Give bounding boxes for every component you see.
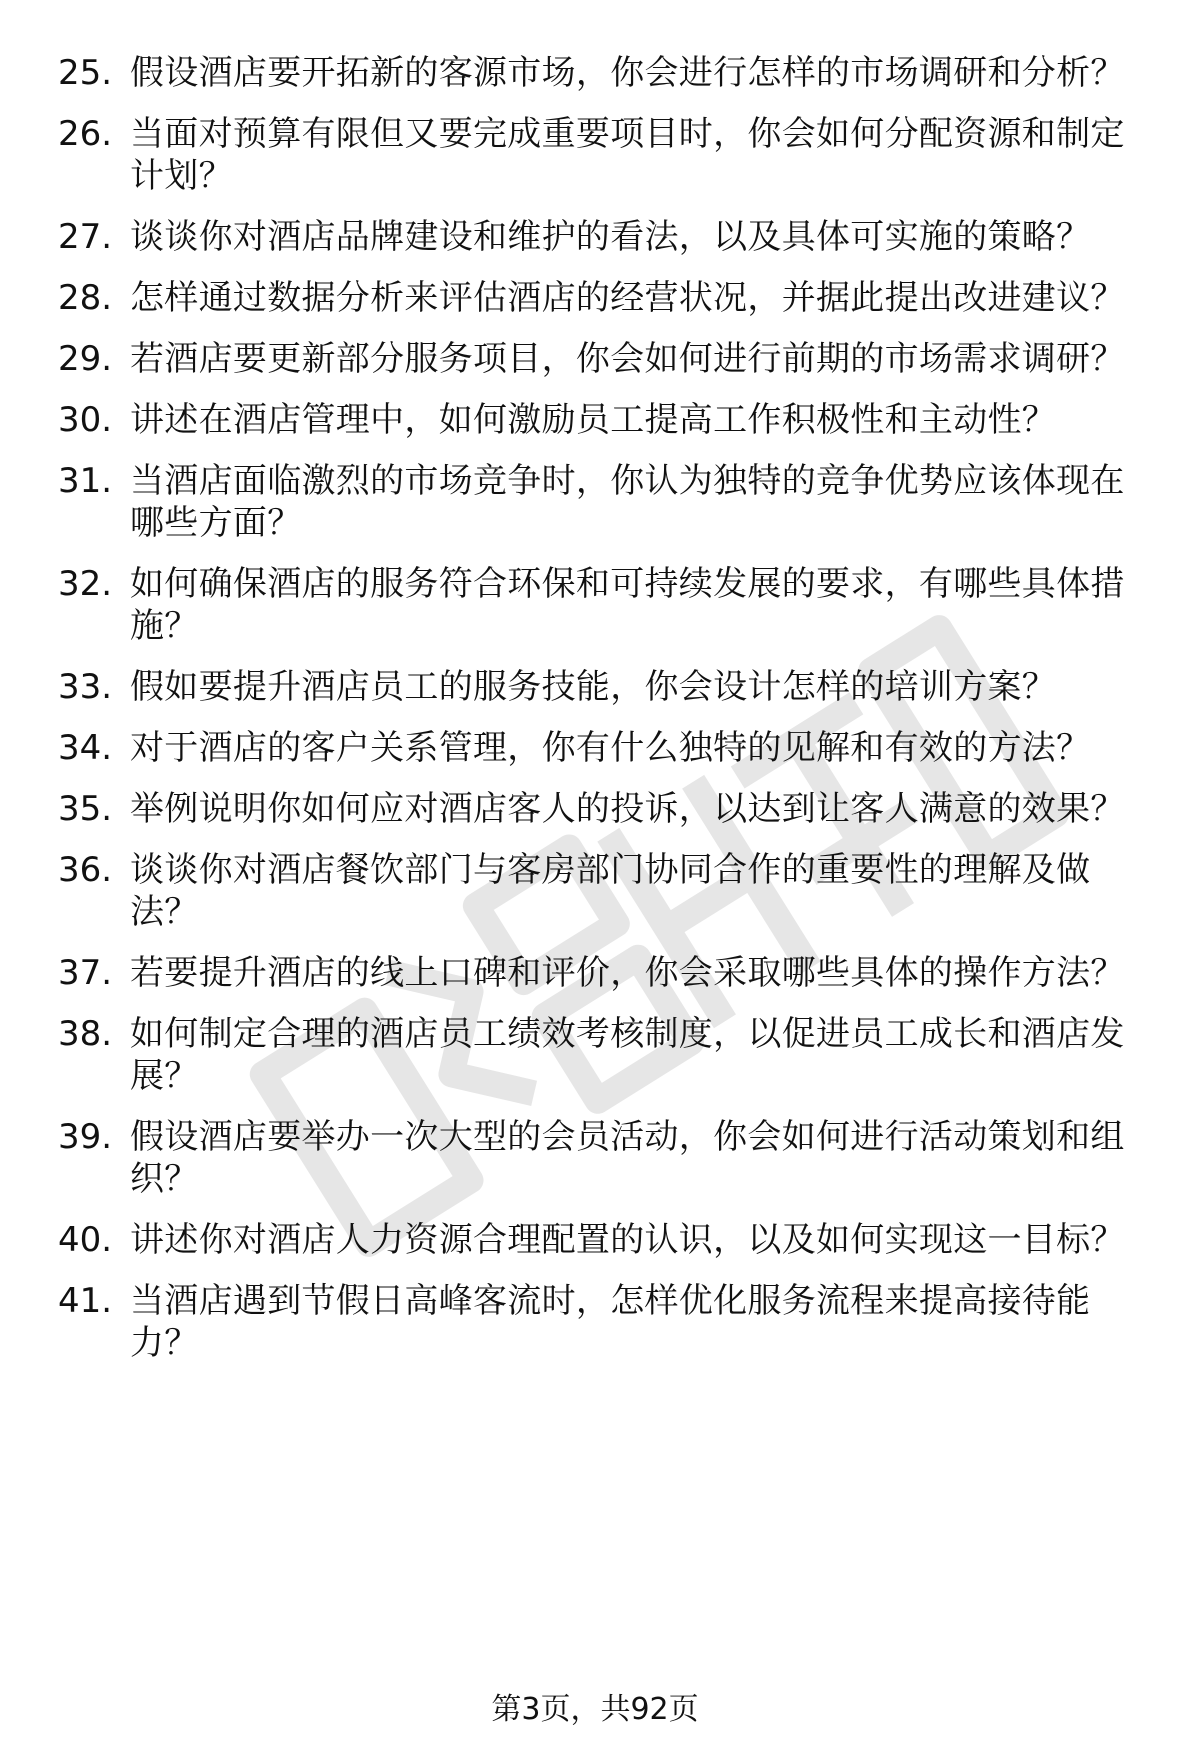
question-number: 32. <box>58 564 113 604</box>
question-number: 31. <box>58 461 113 501</box>
question-number: 35. <box>58 789 113 829</box>
list-item <box>0 788 1190 830</box>
list-item <box>0 727 1190 769</box>
question-text: 举例说明你如何应对酒店客人的投诉，以达到让客人满意的效果？ <box>130 789 1125 829</box>
question-text: 假设酒店要举办一次大型的会员活动，你会如何进行活动策划和组织？ <box>130 1117 1125 1199</box>
list-item <box>0 1116 1190 1200</box>
question-text: 如何制定合理的酒店员工绩效考核制度，以促进员工成长和酒店发展？ <box>130 1014 1125 1096</box>
question-number: 34. <box>58 728 113 768</box>
question-number: 36. <box>58 850 113 890</box>
question-text: 假如要提升酒店员工的服务技能，你会设计怎样的培训方案？ <box>130 667 1057 707</box>
question-number: 37. <box>58 953 113 993</box>
question-text: 假设酒店要开拓新的客源市场，你会进行怎样的市场调研和分析？ <box>130 53 1125 93</box>
question-text: 当酒店面临激烈的市场竞争时，你认为独特的竞争优势应该体现在哪些方面？ <box>130 461 1125 543</box>
question-text: 谈谈你对酒店餐饮部门与客房部门协同合作的重要性的理解及做法？ <box>130 850 1091 932</box>
question-text: 谈谈你对酒店品牌建设和维护的看法，以及具体可实施的策略？ <box>130 217 1091 257</box>
question-text: 怎样通过数据分析来评估酒店的经营状况，并据此提出改进建议？ <box>130 278 1125 318</box>
question-number: 28. <box>58 278 113 318</box>
list-item <box>0 563 1190 647</box>
question-number: 38. <box>58 1014 113 1054</box>
question-text: 讲述你对酒店人力资源合理配置的认识，以及如何实现这一目标？ <box>130 1220 1125 1260</box>
question-number: 25. <box>58 53 113 93</box>
question-number: 27. <box>58 217 113 257</box>
list-item <box>0 1280 1190 1364</box>
question-number: 26. <box>58 114 113 154</box>
question-text: 若要提升酒店的线上口碑和评价，你会采取哪些具体的操作方法？ <box>130 953 1125 993</box>
question-number: 30. <box>58 400 113 440</box>
question-number: 33. <box>58 667 113 707</box>
list-item <box>0 1219 1190 1261</box>
list-item <box>0 1013 1190 1097</box>
list-item <box>0 952 1190 994</box>
question-number: 40. <box>58 1220 113 1260</box>
list-item <box>0 338 1190 380</box>
list-item <box>0 113 1190 197</box>
question-text: 若酒店要更新部分服务项目，你会如何进行前期的市场需求调研？ <box>130 339 1125 379</box>
question-text: 当面对预算有限但又要完成重要项目时，你会如何分配资源和制定计划？ <box>130 114 1125 196</box>
question-text: 当酒店遇到节假日高峰客流时，怎样优化服务流程来提高接待能力？ <box>130 1281 1091 1363</box>
list-item <box>0 849 1190 933</box>
question-text: 对于酒店的客户关系管理，你有什么独特的见解和有效的方法？ <box>130 728 1091 768</box>
question-text: 如何确保酒店的服务符合环保和可持续发展的要求，有哪些具体措施？ <box>130 564 1125 646</box>
list-item <box>0 460 1190 544</box>
page-footer: 第3页，共92页 <box>491 1692 699 1727</box>
list-item <box>0 216 1190 258</box>
question-number: 29. <box>58 339 113 379</box>
list-item <box>0 52 1190 94</box>
question-list <box>0 52 1190 1383</box>
list-item <box>0 277 1190 319</box>
question-text: 讲述在酒店管理中，如何激励员工提高工作积极性和主动性？ <box>130 400 1057 440</box>
list-item <box>0 666 1190 708</box>
question-number: 39. <box>58 1117 113 1157</box>
list-item <box>0 399 1190 441</box>
question-number: 41. <box>58 1281 113 1321</box>
